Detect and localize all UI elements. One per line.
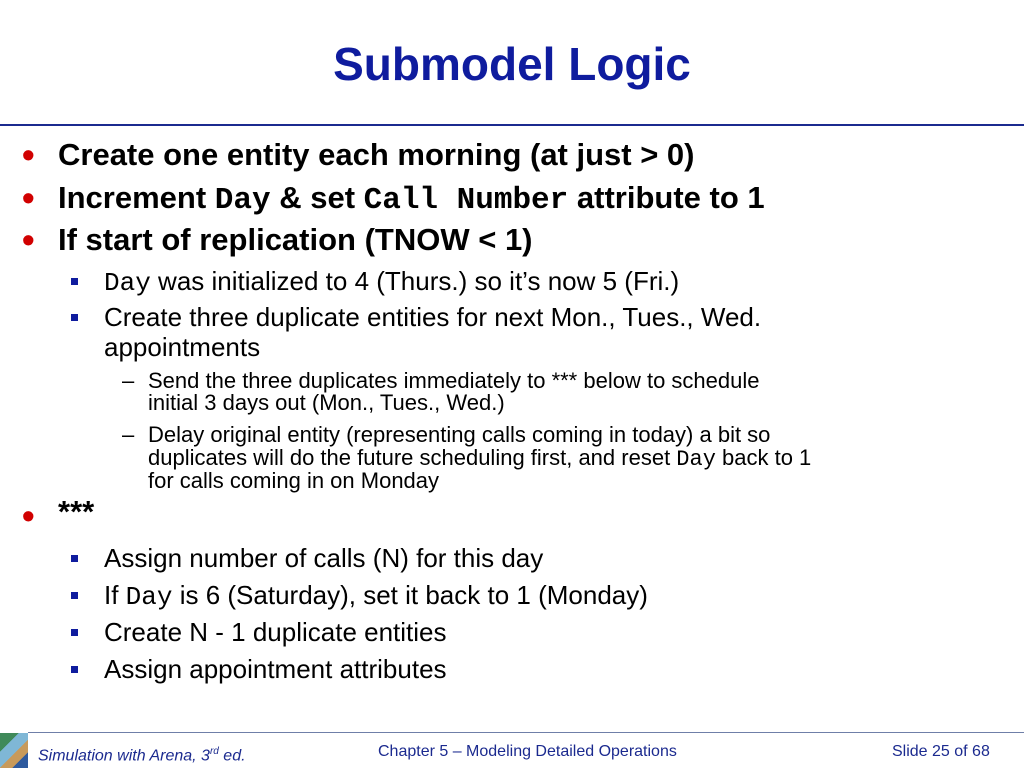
sub-sub-bullet-text: Delay original entity (representing calls coming in today) a bit so [148, 422, 771, 447]
text-run: duplicates will do the future scheduling first, and reset [148, 445, 677, 470]
sub-bullet-text [104, 580, 648, 612]
text-run: & set [270, 180, 364, 215]
square-bullet-icon [70, 543, 80, 573]
text-run: If [104, 580, 126, 610]
text-run: is 6 (Saturday), set it back to 1 (Monday) [172, 580, 648, 610]
sub-bullet-text: Assign number of calls (N) for this day [104, 543, 544, 573]
footer-divider [28, 732, 1024, 733]
code-day: Day [125, 582, 173, 612]
bullet-text [58, 180, 765, 219]
square-bullet-icon [70, 266, 80, 296]
bullet-dot-icon: • [22, 134, 35, 175]
sub-sub-bullet-text-continued: initial 3 days out (Mon., Tues., Wed.) [148, 390, 505, 415]
title-divider [0, 124, 1024, 126]
code-call-number: Call Number [363, 183, 569, 218]
bullet-text: *** [58, 494, 95, 529]
square-bullet-icon [70, 654, 80, 684]
square-bullet-icon [70, 617, 80, 647]
footer-chapter: Chapter 5 – Modeling Detailed Operations [378, 743, 677, 760]
sub-bullet-text [104, 266, 679, 298]
text-run: Increment [58, 180, 215, 215]
text-run: back to 1 [715, 445, 812, 470]
text-run: was initialized to 4 (Thurs.) so it’s now 5 (Fri.) [150, 266, 680, 296]
code-day: Day [676, 447, 716, 472]
sub-bullet-text: Create three duplicate entities for next Mon., Tues., Wed. [104, 302, 762, 332]
book-logo-icon [0, 733, 28, 768]
sub-sub-bullet-text: Send the three duplicates immediately to *** below to schedule [148, 368, 760, 393]
superscript: rd [209, 746, 219, 757]
sub-bullet-text: Assign appointment attributes [104, 654, 447, 684]
footer-slide-number: Slide 25 of 68 [892, 743, 990, 760]
slide-title: Submodel Logic [333, 38, 691, 90]
text-run: Simulation with Arena, 3 [38, 747, 210, 765]
bullet-dot-icon: • [22, 177, 35, 218]
sub-sub-bullet-text-continued: for calls coming in on Monday [148, 468, 440, 493]
dash-bullet-icon: – [122, 422, 135, 447]
sub-bullet-text: Create N - 1 duplicate entities [104, 617, 447, 647]
text-run: attribute to 1 [568, 180, 765, 215]
footer-book-title [38, 742, 246, 766]
bullet-dot-icon: • [22, 219, 35, 260]
bullet-dot-icon: • [22, 495, 35, 536]
square-bullet-icon [70, 302, 80, 332]
square-bullet-icon [70, 580, 80, 610]
bullet-text: If start of replication (TNOW < 1) [58, 222, 533, 257]
code-day: Day [104, 268, 151, 298]
bullet-text: Create one entity each morning (at just > 0) [58, 137, 695, 172]
dash-bullet-icon: – [122, 368, 135, 393]
text-run: ed. [218, 747, 246, 765]
code-day: Day [214, 183, 271, 218]
sub-bullet-text-continued: appointments [104, 332, 261, 362]
